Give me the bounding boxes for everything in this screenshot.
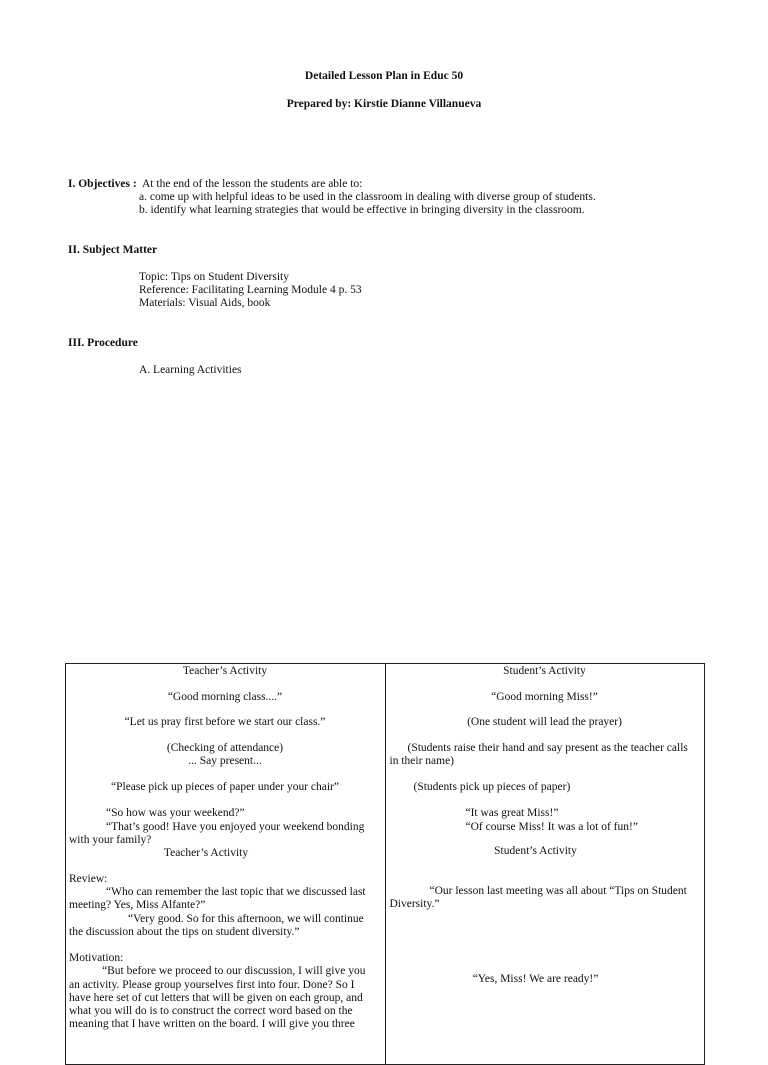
motivation-line2: an activity. Please group yourselves first into four. Done? So I (69, 979, 355, 991)
student-ready: “Yes, Miss! We are ready!” (472, 973, 599, 985)
student-great: “It was great Miss!” (465, 807, 559, 819)
objectives-heading: I. Objectives : (68, 178, 137, 190)
student-fun: “Of course Miss! It was a lot of fun!” (465, 821, 638, 833)
motivation-line4: what you will do is to construct the correct word based on the (69, 1005, 353, 1017)
subject-matter-heading: II. Subject Matter (68, 244, 158, 256)
teacher-activity-header: Teacher’s Activity (182, 665, 268, 677)
student-pick-paper: (Students pick up pieces of paper) (413, 781, 571, 793)
objective-item-b: b. identify what learning strategies that would be effective in bringing diversity in the classroom. (139, 204, 585, 216)
student-lesson-line2: Diversity.” (389, 898, 440, 910)
teacher-column (66, 664, 386, 1065)
motivation-line5: meaning that I have written on the board. I will give you three (69, 1018, 355, 1030)
activities-table (65, 663, 705, 1065)
teacher-weekend: “So how was your weekend?” (106, 807, 245, 819)
teacher-good-line2: with your family? (69, 834, 152, 846)
objective-item-a: a. come up with helpful ideas to be used in the classroom in dealing with diverse group of students. (139, 191, 596, 203)
student-prayer: (One student will lead the prayer) (467, 716, 622, 728)
student-column (385, 664, 705, 1065)
objectives-intro: At the end of the lesson the students are able to: (142, 178, 363, 190)
motivation-line3: have here set of cut letters that will be given on each group, and (69, 992, 363, 1004)
teacher-pray: “Let us pray first before we start our class.” (124, 716, 326, 728)
subject-materials: Materials: Visual Aids, book (139, 297, 271, 309)
procedure-heading: III. Procedure (68, 337, 138, 349)
teacher-greeting: “Good morning class....” (167, 691, 283, 703)
teacher-pick-paper: “Please pick up pieces of paper under your chair” (111, 781, 339, 793)
subject-reference: Reference: Facilitating Learning Module 4 p. 53 (139, 284, 362, 296)
student-activity-header: Student’s Activity (503, 665, 586, 677)
teacher-good-line1: “That’s good! Have you enjoyed your weekend bonding (106, 821, 365, 833)
document-title: Detailed Lesson Plan in Educ 50 (304, 70, 464, 82)
very-good-line2: the discussion about the tips on student diversity.” (69, 926, 300, 938)
student-greeting: “Good morning Miss!” (491, 691, 598, 703)
student-present-line2: in their name) (389, 755, 455, 767)
prepared-by: Prepared by: Kirstie Dianne Villanueva (286, 98, 482, 110)
motivation-line1: “But before we proceed to our discussion, I will give you (102, 965, 366, 977)
motivation-label: Motivation: (69, 952, 124, 964)
procedure-subheading: A. Learning Activities (139, 364, 242, 376)
student-lesson-line1: “Our lesson last meeting was all about “Tips on Student (429, 885, 687, 897)
review-label: Review: (69, 873, 108, 885)
teacher-attendance: (Checking of attendance) (166, 742, 284, 754)
review-line2: meeting? Yes, Miss Alfante?” (69, 899, 206, 911)
subject-topic: Topic: Tips on Student Diversity (139, 271, 289, 283)
review-line1: “Who can remember the last topic that we discussed last (106, 886, 366, 898)
student-activity-header-2: Student’s Activity (494, 845, 577, 857)
teacher-activity-header-2: Teacher’s Activity (163, 847, 249, 859)
teacher-say-present: ... Say present... (188, 755, 262, 767)
student-present-line1: (Students raise their hand and say present as the teacher calls (407, 742, 688, 754)
very-good-line1: “Very good. So for this afternoon, we will continue (128, 913, 364, 925)
